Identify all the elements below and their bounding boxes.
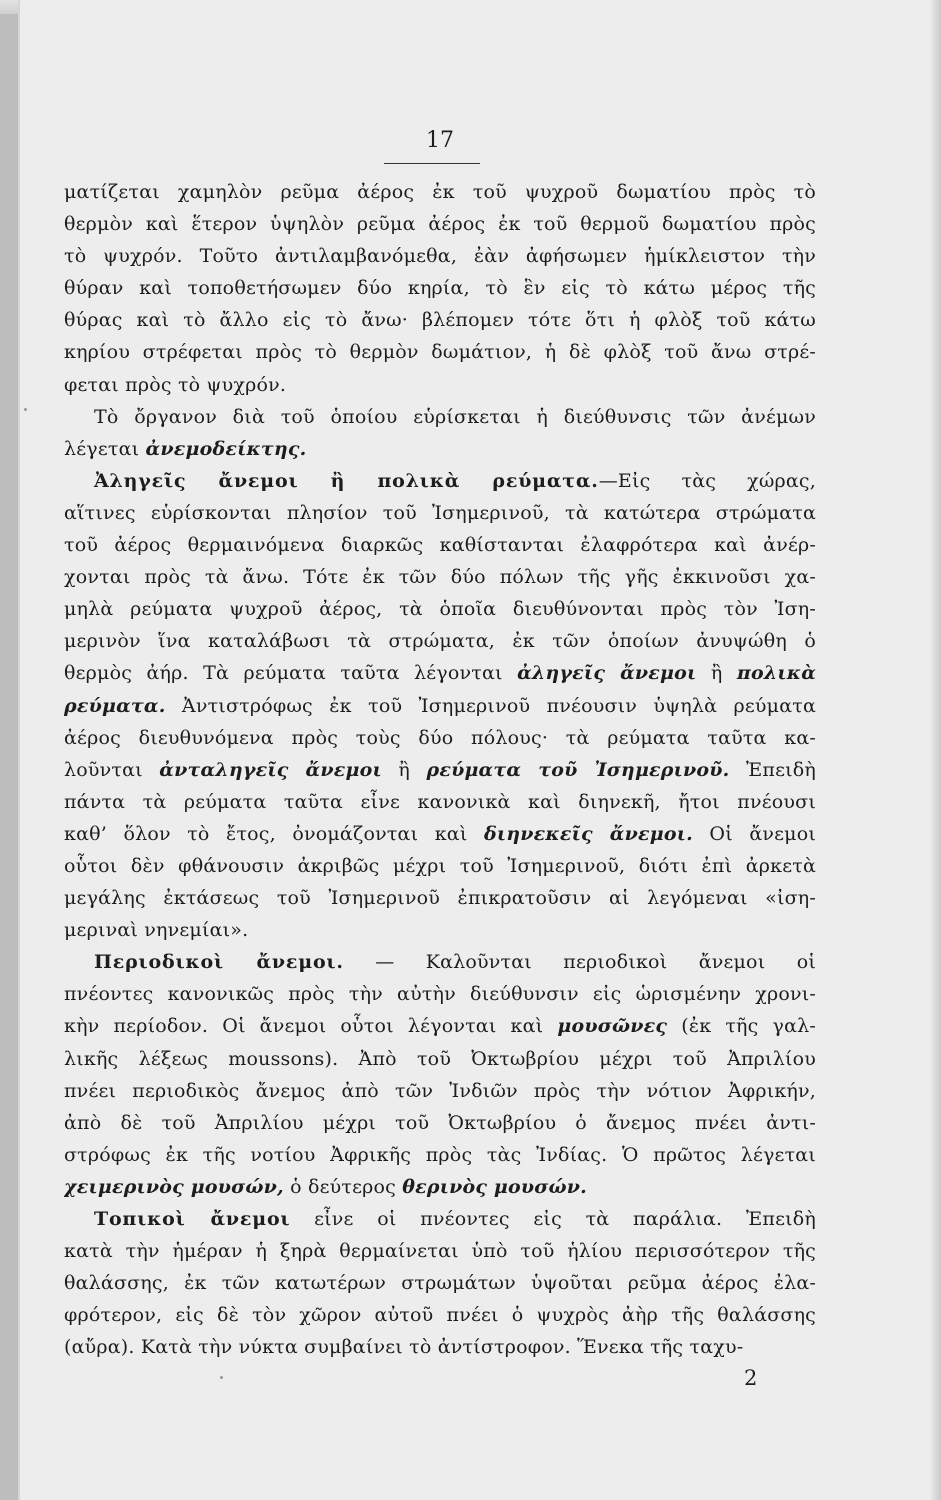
signature-mark: 2 [744, 1366, 758, 1390]
text-line [64, 240, 816, 272]
section-heading: Περιοδικοὶ ἄνεμοι. [94, 951, 344, 974]
text-line [64, 722, 816, 754]
text-line [64, 1299, 816, 1331]
text-line [64, 401, 816, 433]
emphasis-term: ἀνεμοδείκτης. [145, 437, 307, 460]
text-run: καθ’ ὅλον τὸ ἔτος, ὀνομάζονται καὶ [64, 822, 484, 845]
text-run: λικῆς λέξεως moussons). Ἀπὸ τοῦ Ὀκτωβρίου μέχρι τοῦ Ἀπριλίου [64, 1047, 816, 1070]
paper-speck [24, 408, 27, 411]
text-run: θερμὸς ἀήρ. Τὰ ρεύματα ταῦτα λέγονται [64, 662, 518, 685]
emphasis-term: πολικὰ [736, 662, 816, 685]
text-run: ἢ [696, 662, 737, 685]
text-run: κὴν περίοδον. Οἱ ἄνεμοι οὗτοι λέγονται καὶ [64, 1015, 558, 1038]
text-run: πάντα τὰ ρεύματα ταῦτα εἶνε κανονικὰ καὶ διηνεκῆ, ἤτοι πνέουσι [64, 790, 816, 813]
text-run: — Καλοῦνται περιοδικοὶ ἄνεμοι οἱ [343, 951, 816, 974]
text-run: τοῦ ἀέρος θερμαινόμενα διαρκῶς καθίστανται ἐλαφρότερα καὶ ἀνέρ- [64, 534, 816, 557]
text-run: ὁ δεύτερος [283, 1175, 403, 1198]
text-line [64, 1075, 816, 1107]
text-line [64, 497, 816, 529]
text-line [64, 625, 816, 657]
text-run: ματίζεται χαμηλὸν ρεῦμα ἀέρος ἐκ τοῦ ψυχροῦ δωματίου πρὸς τὸ [64, 181, 816, 203]
text-run: αἵτινες εὑρίσκονται πλησίον τοῦ Ἰσημερινοῦ, τὰ κατώτερα στρώματα [64, 501, 816, 524]
text-line [64, 208, 816, 240]
text-run: (ἐκ τῆς γαλ- [667, 1015, 816, 1038]
text-line [64, 754, 816, 786]
text-run: θαλάσσης, ἐκ τῶν κατωτέρων στρωμάτων ὑψοῦται ρεῦμα ἀέρος ἐλα- [64, 1272, 816, 1295]
text-line [64, 336, 816, 368]
emphasis-term: μουσῶνες [557, 1015, 668, 1038]
emphasis-term: ἀνταληγεῖς ἄνεμοι [159, 758, 382, 781]
text-line [64, 1171, 816, 1203]
text-run: οὗτοι δὲν φθάνουσιν ἀκριβῶς μέχρι τοῦ Ἰσημερινοῦ, διότι ἐπὶ ἀρκετὰ [64, 854, 816, 877]
text-line [64, 272, 816, 304]
text-run: μερινὸν ἵνα καταλάβωσι τὰ στρώματα, ἐκ τῶν ὁποίων ἀνυψώθη ὁ [64, 630, 816, 653]
text-line [64, 1139, 816, 1171]
text-run: Τὸ ὄργανον διὰ τοῦ ὁποίου εὑρίσκεται ἡ διεύθυνσις τῶν ἀνέμων [94, 405, 816, 428]
text-run: κατὰ τὴν ἡμέραν ἡ ξηρὰ θερμαίνεται ὑπὸ τοῦ ἡλίου περισσότερον τῆς [64, 1240, 816, 1263]
text-line [64, 657, 816, 689]
text-line [64, 465, 816, 497]
text-run: φρότερον, εἰς δὲ τὸν χῶρον αὐτοῦ πνέει ὁ ψυχρὸς ἀὴρ τῆς θαλάσσης [64, 1304, 816, 1327]
text-run: φεται πρὸς τὸ ψυχρόν. [64, 373, 287, 396]
text-run: —Εἰς τὰς χώρας, [598, 469, 816, 492]
text-run: Ἐπειδὴ [729, 758, 816, 781]
text-run: πνέοντες κανονικῶς πρὸς τὴν αὐτὴν διεύθυνσιν εἰς ὡρισμένην χρονι- [64, 983, 816, 1006]
text-run: θύρας καὶ τὸ ἄλλο εἰς τὸ ἄνω· βλέπομεν τότε ὅτι ἡ φλὸξ τοῦ κάτω [64, 309, 816, 332]
emphasis-term: ρεύματα τοῦ Ἰσημερινοῦ. [426, 758, 730, 781]
section-heading: Τοπικοὶ ἄνεμοι [94, 1208, 291, 1230]
emphasis-term: διηνεκεῖς ἄνεμοι. [483, 822, 693, 845]
text-line [64, 1331, 816, 1363]
text-line [64, 176, 816, 208]
text-line [64, 850, 816, 882]
text-run: κηρίου στρέφεται πρὸς τὸ θερμὸν δωμάτιον, ἡ δὲ φλὸξ τοῦ ἄνω στρέ- [64, 341, 816, 364]
emphasis-term: ἀληγεῖς ἄνεμοι [517, 662, 697, 685]
body-text [64, 176, 816, 1363]
text-run: λέγεται [64, 437, 146, 460]
text-run: τὸ ψυχρόν. Τοῦτο ἀντιλαμβανόμεθα, ἐὰν ἀφήσωμεν ἡμίκλειστον τὴν [64, 245, 816, 268]
text-run: μεγάλης ἐκτάσεως τοῦ Ἰσημερινοῦ ἐπικρατοῦσιν αἱ λεγόμεναι «ἰση- [64, 887, 816, 910]
text-run: Ἀντιστρόφως ἐκ τοῦ Ἰσημερινοῦ πνέουσιν ὑψηλὰ ρεύματα [165, 694, 816, 717]
text-run: χονται πρὸς τὰ ἄνω. Τότε ἐκ τῶν δύο πόλων τῆς γῆς ἐκκινοῦσι χα- [64, 566, 816, 589]
emphasis-term: ρεύματα. [64, 694, 166, 717]
paper-speck [220, 1376, 223, 1379]
text-run: ἢ [381, 758, 427, 781]
text-line [64, 946, 816, 978]
text-run: (αὔρα). Κατὰ τὴν νύκτα συμβαίνει τὸ ἀντίστροφον. Ἕνεκα τῆς ταχυ- [64, 1336, 744, 1359]
text-run: ἀέρος διευθυνόμενα πρὸς τοὺς δύο πόλους· τὰ ρεύματα ταῦτα κα- [64, 726, 816, 749]
text-line [64, 1235, 816, 1267]
text-line [64, 593, 816, 625]
text-run: μεριναὶ νηνεμίαι». [64, 919, 249, 942]
text-line [64, 914, 816, 946]
text-line [64, 786, 816, 818]
text-line [64, 978, 816, 1010]
text-line [64, 1203, 816, 1235]
text-run: πνέει περιοδικὸς ἄνεμος ἀπὸ τῶν Ἰνδιῶν πρὸς τὴν νότιον Ἀφρικήν, [64, 1079, 816, 1102]
text-run: θερμὸν καὶ ἕτερον ὑψηλὸν ρεῦμα ἀέρος ἐκ τοῦ θερμοῦ δωματίου πρὸς [64, 213, 816, 236]
emphasis-term: θερινὸς μουσών. [402, 1175, 587, 1198]
text-run: λοῦνται [64, 758, 160, 781]
text-line [64, 369, 816, 401]
text-run: θύραν καὶ τοποθετήσωμεν δύο κηρία, τὸ ἓν εἰς τὸ κάτω μέρος τῆς [64, 277, 816, 300]
text-line [64, 1107, 816, 1139]
text-run: ἀπὸ δὲ τοῦ Ἀπριλίου μέχρι τοῦ Ὀκτωβρίου ὁ ἄνεμος πνέει ἀντι- [64, 1111, 816, 1134]
page-right-edge [931, 0, 941, 1500]
page-number-rule [384, 163, 480, 164]
text-line [64, 529, 816, 561]
section-heading: Ἀληγεῖς ἄνεμοι ἢ πολικὰ ρεύματα. [94, 469, 599, 492]
text-line [64, 882, 816, 914]
text-line [64, 690, 816, 722]
text-line [64, 1043, 816, 1075]
emphasis-term: χειμερινὸς μουσών, [64, 1175, 284, 1198]
text-line [64, 561, 816, 593]
text-run: Οἱ ἄνεμοι [692, 822, 816, 845]
text-run: στρόφως ἐκ τῆς νοτίου Ἀφρικῆς πρὸς τὰς Ἰνδίας. Ὁ πρῶτος λέγεται [64, 1143, 816, 1166]
page-number: 17 [426, 128, 454, 153]
text-line [64, 1267, 816, 1299]
text-line [64, 304, 816, 336]
text-run: μηλὰ ρεύματα ψυχροῦ ἀέρος, τὰ ὁποῖα διευθύνονται πρὸς τὸν Ἰση- [64, 598, 816, 621]
text-line [64, 1010, 816, 1042]
text-run: εἶνε οἱ πνέοντες εἰς τὰ παράλια. Ἐπειδὴ [290, 1208, 816, 1230]
text-line [64, 818, 816, 850]
text-line [64, 433, 816, 465]
